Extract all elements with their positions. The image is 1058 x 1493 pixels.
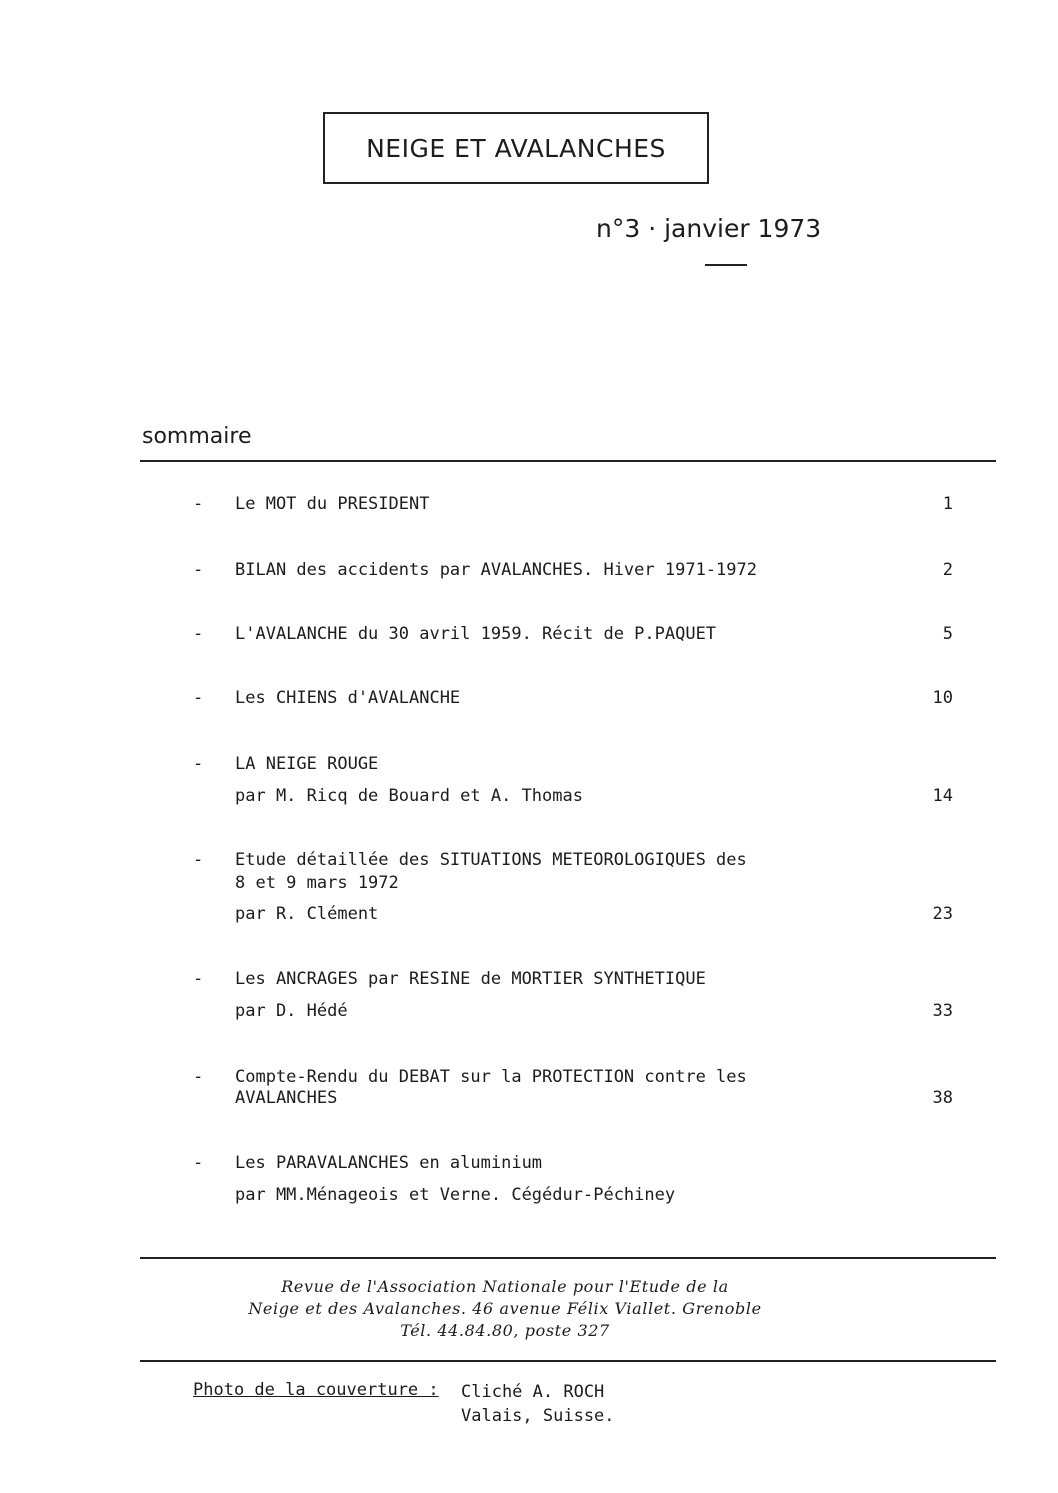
footer-top-divider	[140, 1257, 996, 1259]
toc-page-number: 2	[942, 560, 953, 580]
toc-entry-title: Le MOT du PRESIDENT	[235, 494, 430, 514]
toc-entry-title: Les ANCRAGES par RESINE de MORTIER SYNTHETIQUE	[235, 969, 706, 989]
toc-page-number: 33	[932, 1001, 953, 1021]
photo-credit-label: Photo de la couverture :	[193, 1380, 439, 1400]
sommaire-heading: sommaire	[142, 424, 252, 449]
toc-entry-title: Etude détaillée des SITUATIONS METEOROLOGIQUES des	[235, 850, 747, 870]
issue-underline	[705, 264, 747, 266]
toc-entry-author: par MM.Ménageois et Verne. Cégédur-Péchiney	[235, 1185, 676, 1205]
toc-dash: -	[193, 688, 204, 708]
photo-credit-line: Valais, Suisse.	[461, 1406, 615, 1426]
toc-entry-title: Les CHIENS d'AVALANCHE	[235, 688, 461, 708]
toc-entry-title: Compte-Rendu du DEBAT sur la PROTECTION contre les	[235, 1067, 747, 1087]
toc-dash: -	[193, 624, 204, 644]
toc-entry-author: par D. Hédé	[235, 1001, 348, 1021]
toc-page-number: 5	[942, 624, 953, 644]
publisher-line: Tél. 44.84.80, poste 327	[400, 1321, 610, 1340]
toc-entry-title-cont: AVALANCHES	[235, 1088, 338, 1108]
journal-title: NEIGE ET AVALANCHES	[366, 133, 666, 163]
photo-credit-line: Cliché A. ROCH	[461, 1382, 605, 1402]
publisher-info	[140, 1276, 870, 1342]
toc-page-number: 1	[942, 494, 953, 514]
toc-page-number: 38	[932, 1088, 953, 1108]
toc-page-number: 23	[932, 904, 953, 924]
publisher-line: Neige et des Avalanches. 46 avenue Félix Viallet. Grenoble	[248, 1299, 762, 1318]
toc-dash: -	[193, 850, 204, 870]
toc-entry-title: L'AVALANCHE du 30 avril 1959. Récit de P.PAQUET	[235, 624, 717, 644]
toc-entry-title: BILAN des accidents par AVALANCHES. Hiver 1971-1972	[235, 560, 757, 580]
journal-title-box	[323, 112, 709, 184]
toc-page-number: 14	[932, 786, 953, 806]
toc-dash: -	[193, 969, 204, 989]
photo-credit	[461, 1380, 615, 1428]
toc-entry-author: par R. Clément	[235, 904, 379, 924]
toc-page-number: 10	[932, 688, 953, 708]
toc-dash: -	[193, 560, 204, 580]
publisher-line: Revue de l'Association Nationale pour l'Etude de la	[281, 1277, 729, 1296]
issue-info: n°3 · janvier 1973	[596, 214, 822, 243]
sommaire-divider	[140, 460, 996, 462]
toc-entry-title-cont: 8 et 9 mars 1972	[235, 873, 399, 893]
toc-entry-title: Les PARAVALANCHES en aluminium	[235, 1153, 543, 1173]
toc-dash: -	[193, 494, 204, 514]
footer-bottom-divider	[140, 1360, 996, 1362]
toc-entry-title: LA NEIGE ROUGE	[235, 754, 379, 774]
toc-dash: -	[193, 1153, 204, 1173]
toc-entry-author: par M. Ricq de Bouard et A. Thomas	[235, 786, 583, 806]
toc-dash: -	[193, 754, 204, 774]
toc-dash: -	[193, 1067, 204, 1087]
